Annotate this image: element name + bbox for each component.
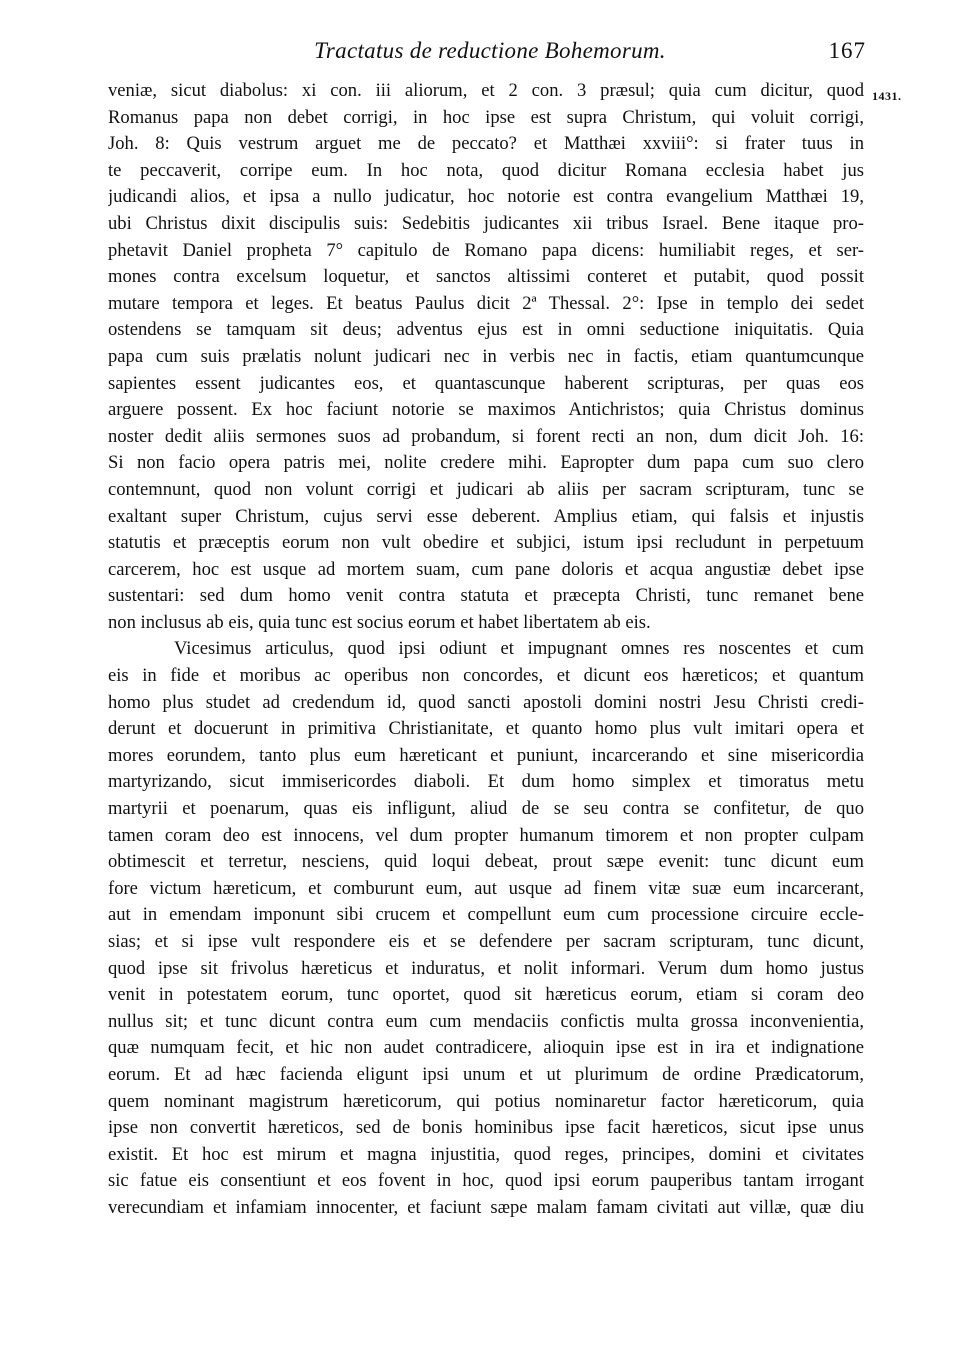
text-line: venit in potestatem eorum, tunc oportet, quod sit hæreticus eorum, etiam si coram deo xyxy=(108,984,864,1006)
text-line: martyrizando, sicut immisericordes diaboli. Et dum homo simplex et timoratus metu xyxy=(108,771,864,793)
text-line: aut in emendam imponunt sibi crucem et compellunt eum cum processione circuire eccle- xyxy=(108,904,864,926)
text-line: arguere possent. Ex hoc faciunt notorie se maximos Antichristos; quia Christus dominus xyxy=(108,399,864,421)
text-line: ostendens se tamquam sit deus; adventus ejus est in omni seductione iniquitatis. Quia xyxy=(108,319,864,341)
text-line: statutis et præceptis eorum non vult obedire et subjici, istum ipsi recludunt in perpetuum xyxy=(108,532,864,554)
text-line: eorum. Et ad hæc facienda eligunt ipsi unum et ut plurimum de ordine Prædicatorum, xyxy=(108,1063,864,1085)
text-line: sustentari: sed dum homo venit contra statuta et præcepta Christi, tunc remanet bene xyxy=(108,585,864,607)
paragraph-first-line: Vicesimus articulus, quod ipsi odiunt et impugnant omnes res noscentes et cum xyxy=(174,638,864,660)
text-line: Si non facio opera patris mei, nolite credere mihi. Eapropter dum papa cum suo clero xyxy=(108,452,864,474)
text-line: Joh. 8: Quis vestrum arguet me de peccato? et Matthæi xxviii°: si frater tuus in xyxy=(108,133,864,155)
margin-year-note: 1431. xyxy=(872,89,902,103)
text-line: homo plus studet ad credendum id, quod sancti apostoli domini nostri Jesu Christi credi- xyxy=(108,691,864,713)
text-line: existit. Et hoc est mirum et magna injustitia, quod reges, principes, domini et civitates xyxy=(108,1143,864,1165)
text-line: sic fatue eis consentiunt et eos fovent in hoc, quod ipsi eorum pauperibus tantam irrogant xyxy=(108,1170,864,1192)
text-line: sapientes essent judicantes eos, et quantascunque haberent scripturas, per quas eos xyxy=(108,372,864,394)
text-line: verecundiam et infamiam innocenter, et faciunt sæpe malam famam civitati aut villæ, quæ diu xyxy=(108,1196,864,1218)
text-line: ubi Christus dixit discipulis suis: Sedebitis judicantes xii tribus Israel. Bene itaque pro- xyxy=(108,212,864,234)
paragraph-end-line: non inclusus ab eis, quia tunc est socius eorum et habet libertatem ab eis. xyxy=(108,611,651,633)
text-line: derunt et docuerunt in primitiva Christianitate, et quanto homo plus vult imitari opera et xyxy=(108,718,864,740)
text-line: exaltant super Christum, cujus servi esse deberent. Amplius etiam, qui falsis et injustis xyxy=(108,505,864,527)
text-line: quæ numquam fecit, et hic non audet contradicere, alioquin ipse est in ira et indignatione xyxy=(108,1037,864,1059)
text-line: fore victum hæreticum, et comburunt eum, aut usque ad finem vitæ suæ eum incarcerant, xyxy=(108,877,864,899)
text-line: ipse non convertit hæreticos, sed de bonis hominibus ipse facit hæreticos, sicut ipse unus xyxy=(108,1117,864,1139)
text-line: papa cum suis prælatis nolunt judicari nec in verbis nec in factis, etiam quantumcunque xyxy=(108,345,864,367)
body-text xyxy=(108,78,864,1222)
running-title: Tractatus de reductione Bohemorum. xyxy=(314,38,666,63)
text-line: sias; et si ipse vult respondere eis et se defendere per sacram scripturam, tunc dicunt, xyxy=(108,931,864,952)
text-line: quod ipse sit frivolus hæreticus et induratus, et nolit informari. Verum dum homo justus xyxy=(108,957,864,979)
text-line: tamen coram deo est innocens, vel dum propter humanum timorem et non propter culpam xyxy=(108,824,864,846)
page-number: 167 xyxy=(828,38,866,63)
text-line: veniæ, sicut diabolus: xi con. iii aliorum, et 2 con. 3 præsul; quia cum dicitur, quod xyxy=(108,80,864,101)
text-line: quem nominant magistrum hæreticorum, qui potius nominaretur factor hæreticorum, quia xyxy=(108,1090,864,1112)
text-line: martyrii et poenarum, quas eis infligunt, aliud de se seu contra se confitetur, de quo xyxy=(108,798,864,820)
text-line: obtimescit et terretur, nesciens, quid loqui debeat, prout sæpe evenit: tunc dicunt eum xyxy=(108,851,864,873)
text-line: mores eorundem, tanto plus eum hæreticant et puniunt, incarcerando et sine misericordia xyxy=(108,744,864,766)
text-line: noster dedit aliis sermones suos ad probandum, si forent recti an non, dum dicit Joh. 16: xyxy=(108,425,864,447)
text-line: carcerem, hoc est usque ad mortem suam, cum pane doloris et acqua angustiæ debet ipse xyxy=(108,558,864,580)
text-line: phetavit Daniel propheta 7° capitulo de Romano papa dicens: humiliabit reges, et ser- xyxy=(108,239,864,261)
text-line: eis in fide et moribus ac operibus non concordes, et dicunt eos hæreticos; et quantum xyxy=(108,665,864,687)
text-line: Romanus papa non debet corrigi, in hoc ipse est supra Christum, qui voluit corrigi, xyxy=(108,106,864,128)
text-line: mutare tempora et leges. Et beatus Paulus dicit 2ª Thessal. 2°: Ipse in templo dei sedet xyxy=(108,292,864,314)
text-line: te peccaverit, corripe eum. In hoc nota, quod dicitur Romana ecclesia habet jus xyxy=(108,159,864,181)
text-line: mones contra excelsum loquetur, et sanctos altissimi conteret et putabit, quod possit xyxy=(108,266,864,288)
text-line: judicandi alios, et ipsa a nullo judicatur, hoc notorie est contra evangelium Matthæi 19, xyxy=(108,186,864,208)
text-line: nullus sit; et tunc dicunt contra eum cum mendaciis confictis multa grossa inconvenientia, xyxy=(108,1010,864,1032)
text-line: contemnunt, quod non volunt corrigi et judicari ab aliis per sacram scripturam, tunc se xyxy=(108,478,864,500)
